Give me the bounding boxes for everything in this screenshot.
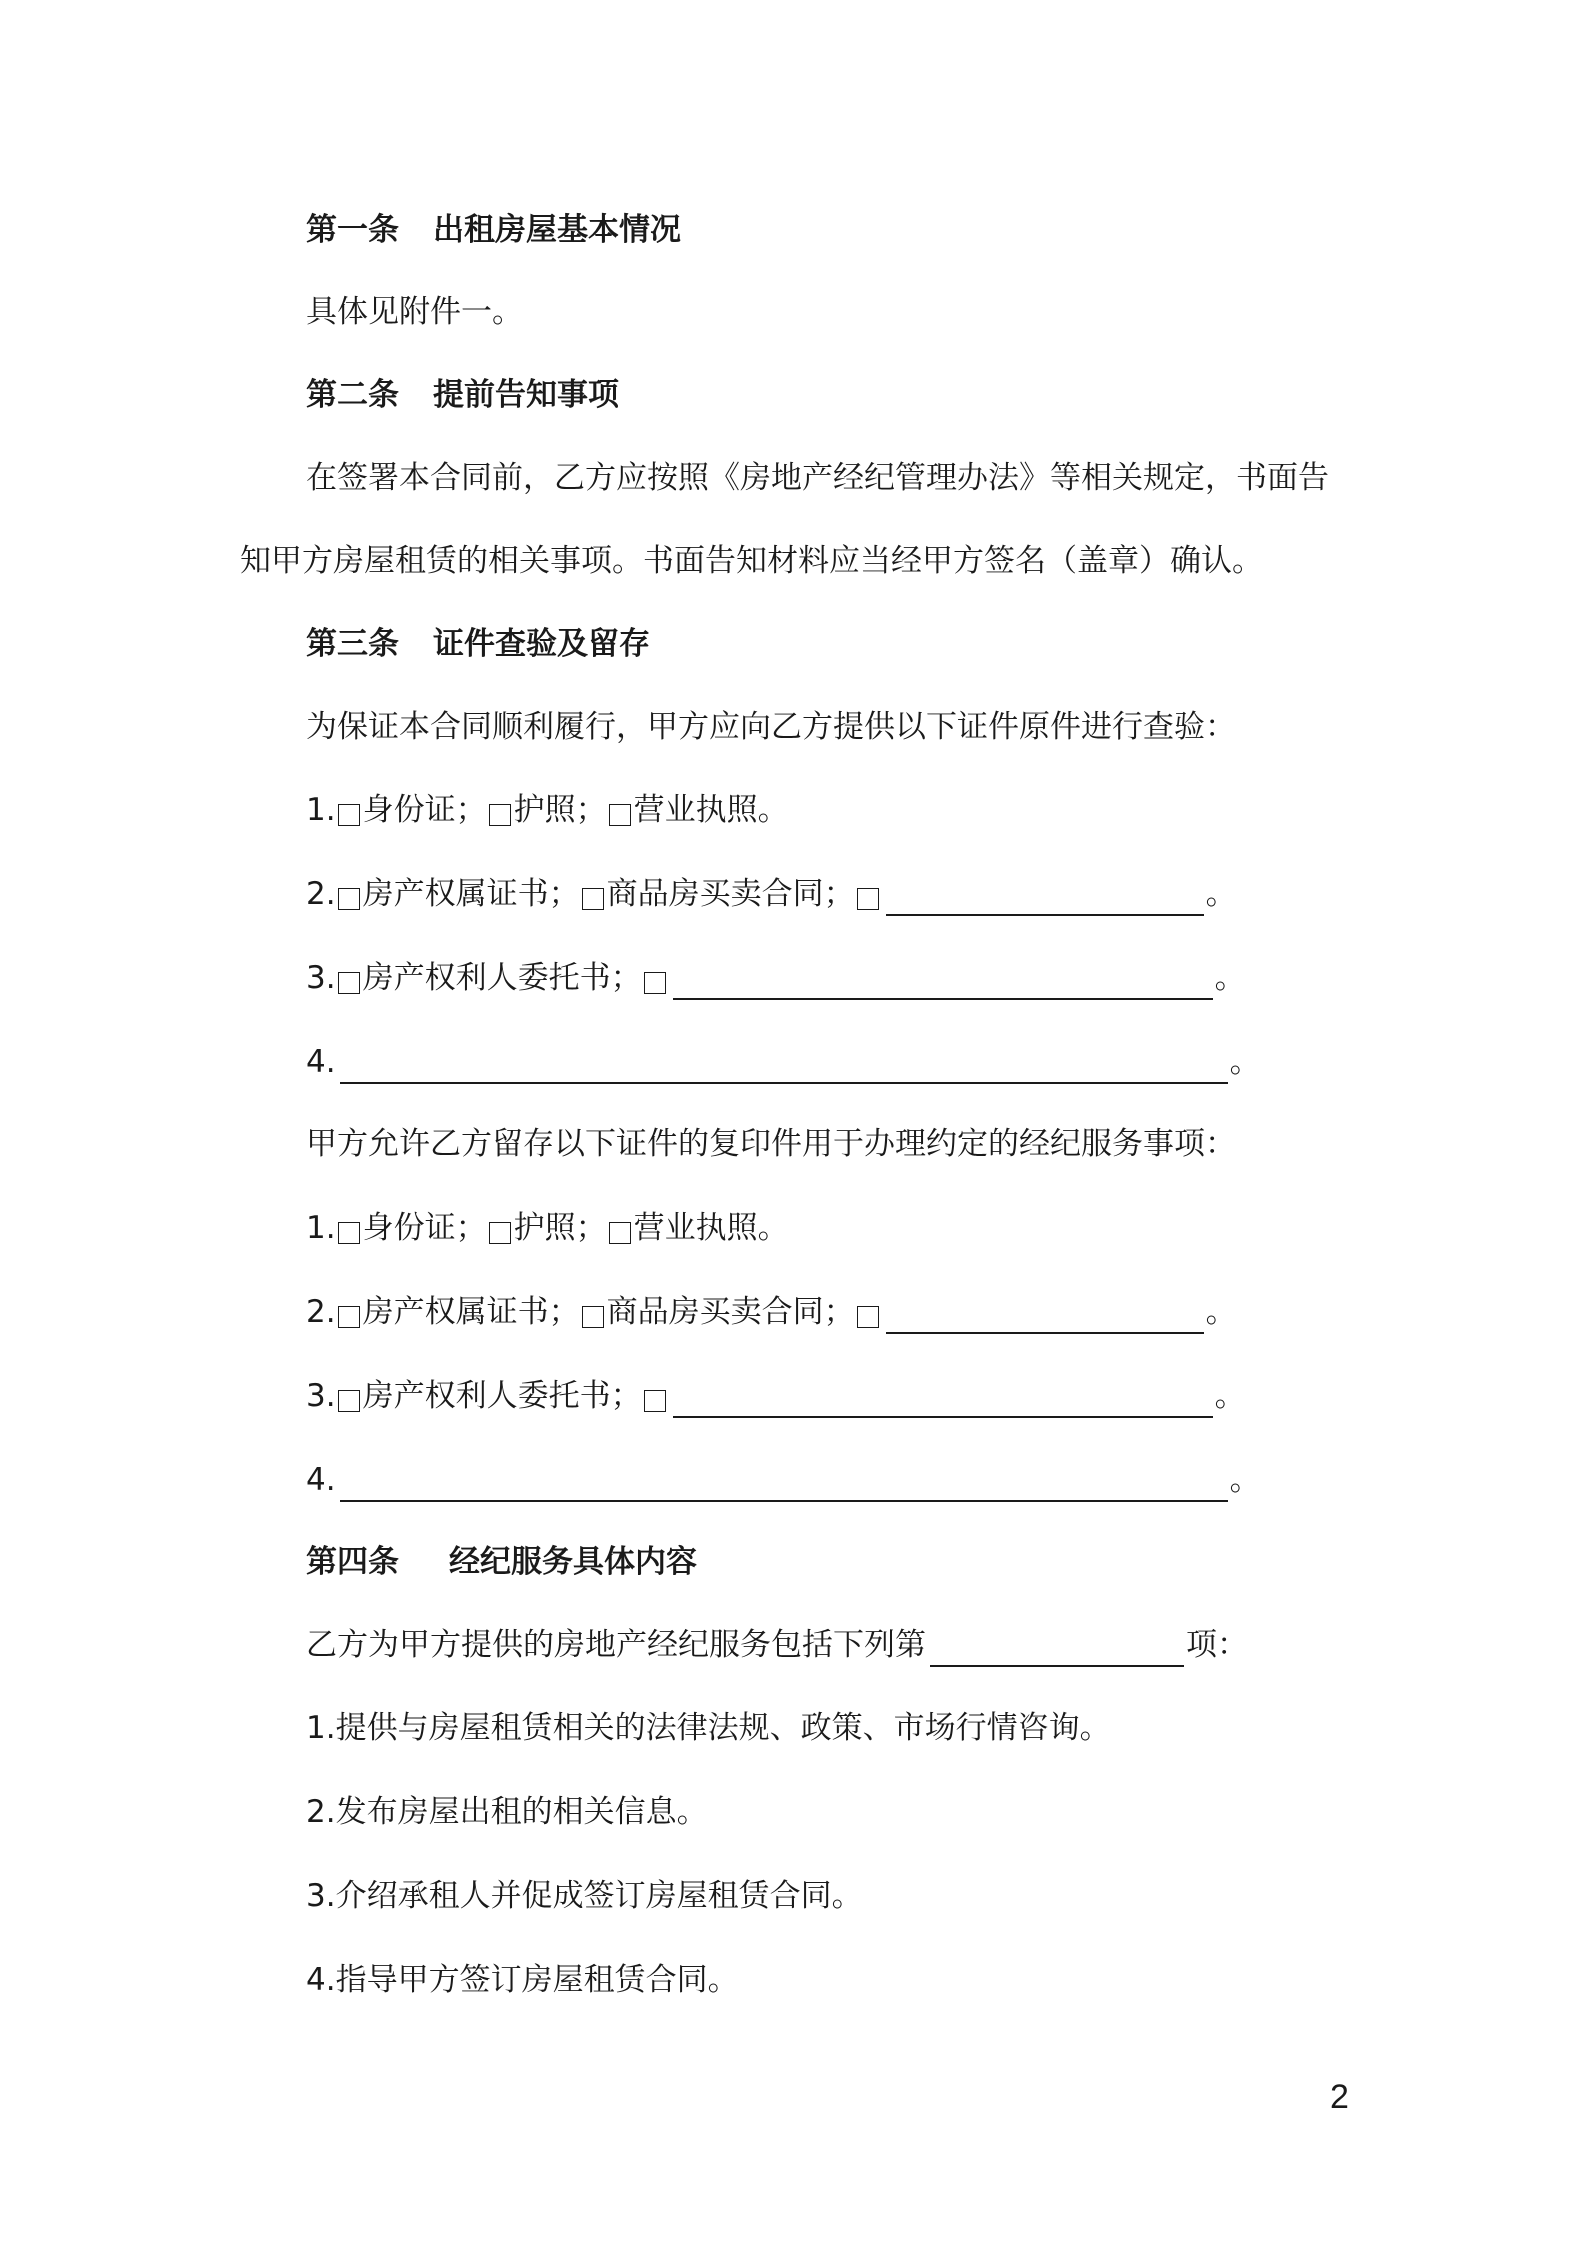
list-number: 1.: [306, 1210, 336, 1246]
checklist-row: [306, 1040, 1261, 1084]
article-2-heading: [306, 373, 619, 417]
option-label: 护照；: [513, 1210, 607, 1246]
option-label: 房产权利人委托书；: [362, 1378, 642, 1414]
page-number: 2: [1330, 2078, 1349, 2116]
fill-in-blank[interactable]: [930, 1629, 1184, 1667]
fill-in-blank[interactable]: [886, 878, 1204, 916]
article-title: 经纪服务具体内容: [449, 1544, 697, 1580]
checkbox[interactable]: [489, 1222, 511, 1244]
checkbox[interactable]: [338, 1222, 360, 1244]
option-label: 营业执照。: [633, 1210, 789, 1246]
article-title: 出租房屋基本情况: [433, 212, 681, 248]
intro-text: 乙方为甲方提供的房地产经纪服务包括下列第: [306, 1627, 926, 1663]
option-label: 身份证；: [362, 792, 487, 828]
option-label: 商品房买卖合同；: [606, 876, 855, 912]
period: 。: [1229, 1044, 1261, 1080]
paragraph: 具体见附件一。: [306, 294, 523, 330]
checkbox[interactable]: [609, 804, 631, 826]
list-number: 3.: [306, 960, 336, 996]
checkbox[interactable]: [338, 888, 360, 910]
paragraph: 知甲方房屋租赁的相关事项。书面告知材料应当经甲方签名（盖章）确认。: [240, 543, 1263, 579]
checkbox[interactable]: [609, 1222, 631, 1244]
checkbox[interactable]: [857, 888, 879, 910]
list-item: 2.发布房屋出租的相关信息。: [306, 1794, 708, 1830]
checkbox[interactable]: [644, 1390, 666, 1412]
option-label: 营业执照。: [633, 792, 789, 828]
article-1-heading: [306, 208, 681, 252]
article-number: 第二条: [306, 377, 399, 413]
checkbox[interactable]: [489, 804, 511, 826]
period: 。: [1229, 1462, 1261, 1498]
paragraph: 甲方允许乙方留存以下证件的复印件用于办理约定的经纪服务事项：: [306, 1126, 1236, 1162]
option-label: 房产权属证书；: [362, 1294, 580, 1330]
checklist-row: [306, 1458, 1261, 1502]
list-item: 4.指导甲方签订房屋租赁合同。: [306, 1962, 739, 1998]
option-label: 商品房买卖合同；: [606, 1294, 855, 1330]
checkbox[interactable]: [644, 972, 666, 994]
list-number: 3.: [306, 1378, 336, 1414]
list-item: 1.提供与房屋租赁相关的法律法规、政策、市场行情咨询。: [306, 1710, 1111, 1746]
paragraph: 在签署本合同前，乙方应按照《房地产经纪管理办法》等相关规定，书面告: [306, 460, 1329, 496]
checklist-row: [306, 1290, 1237, 1334]
fill-in-blank[interactable]: [340, 1464, 1228, 1502]
checkbox[interactable]: [338, 1390, 360, 1412]
checkbox[interactable]: [338, 804, 360, 826]
article-number: 第一条: [306, 212, 399, 248]
period: 。: [1205, 876, 1237, 912]
checkbox[interactable]: [582, 888, 604, 910]
fill-in-blank[interactable]: [673, 1380, 1213, 1418]
article-title: 证件查验及留存: [433, 626, 650, 662]
intro-suffix: 项：: [1186, 1627, 1248, 1663]
checkbox[interactable]: [338, 1306, 360, 1328]
fill-in-blank[interactable]: [340, 1046, 1228, 1084]
paragraph: [306, 1623, 1248, 1667]
checkbox[interactable]: [582, 1306, 604, 1328]
article-4-heading: [306, 1540, 697, 1584]
list-item: 3.介绍承租人并促成签订房屋租赁合同。: [306, 1878, 863, 1914]
option-label: 房产权利人委托书；: [362, 960, 642, 996]
option-label: 身份证；: [362, 1210, 487, 1246]
list-number: 4.: [306, 1044, 336, 1080]
option-label: 房产权属证书；: [362, 876, 580, 912]
checklist-row: [306, 956, 1246, 1000]
period: 。: [1214, 1378, 1246, 1414]
article-title: 提前告知事项: [433, 377, 619, 413]
fill-in-blank[interactable]: [673, 962, 1213, 1000]
article-3-heading: [306, 622, 650, 666]
period: 。: [1205, 1294, 1237, 1330]
option-label: 护照；: [513, 792, 607, 828]
list-number: 4.: [306, 1462, 336, 1498]
list-number: 1.: [306, 792, 336, 828]
period: 。: [1214, 960, 1246, 996]
checklist-row: [306, 1206, 789, 1250]
paragraph: 为保证本合同顺利履行，甲方应向乙方提供以下证件原件进行查验：: [306, 709, 1236, 745]
list-number: 2.: [306, 1294, 336, 1330]
fill-in-blank[interactable]: [886, 1296, 1204, 1334]
checklist-row: [306, 872, 1237, 916]
list-number: 2.: [306, 876, 336, 912]
checklist-row: [306, 1374, 1246, 1418]
article-number: 第三条: [306, 626, 399, 662]
article-number: 第四条: [306, 1544, 399, 1580]
checklist-row: [306, 788, 789, 832]
checkbox[interactable]: [338, 972, 360, 994]
checkbox[interactable]: [857, 1306, 879, 1328]
